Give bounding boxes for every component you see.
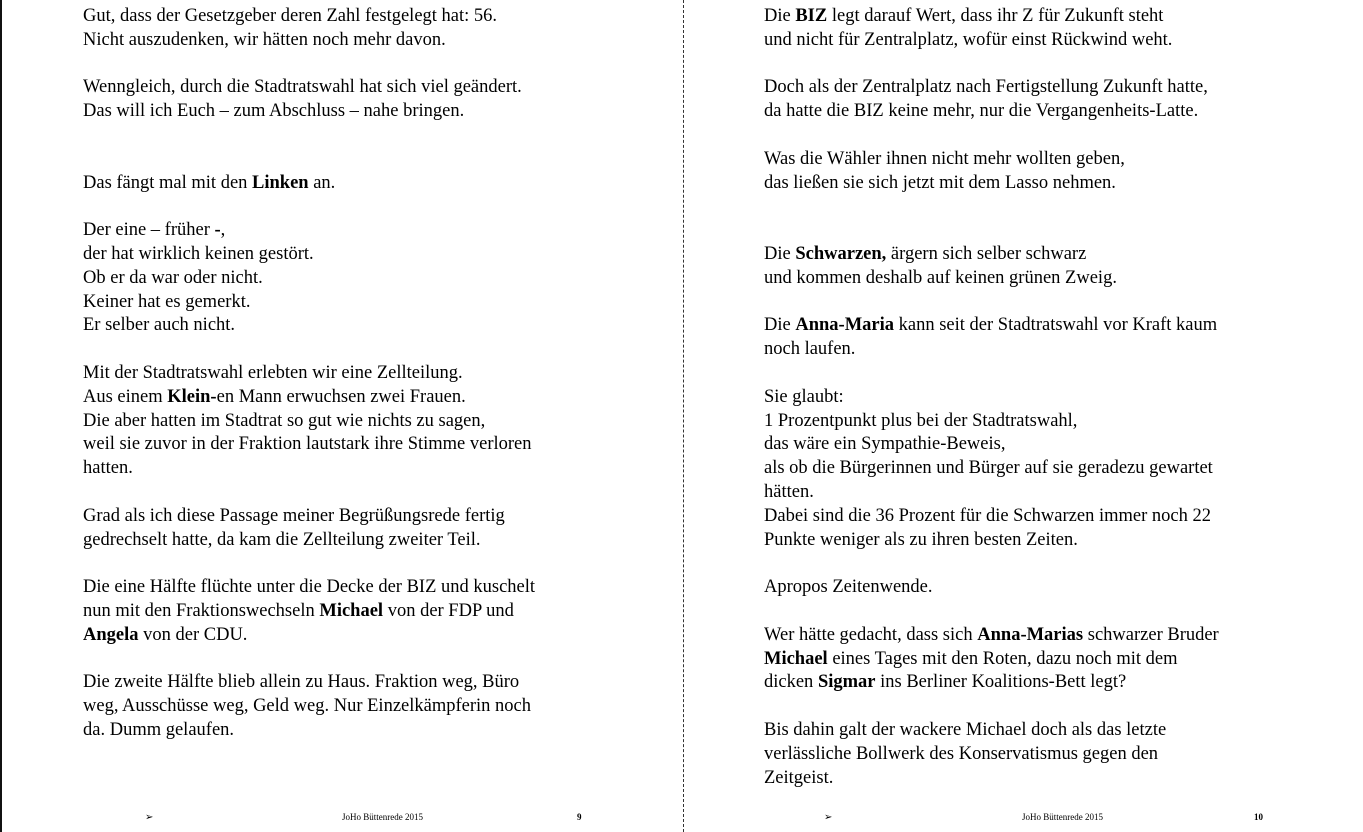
blank-line bbox=[764, 124, 1324, 148]
blank-line bbox=[83, 338, 643, 362]
text-run: eines Tages mit den Roten, dazu noch mit dem bbox=[827, 648, 1178, 669]
text-line bbox=[764, 529, 1324, 553]
blank-line bbox=[764, 291, 1324, 315]
text-run: von der FDP und bbox=[383, 600, 514, 621]
bold-name: Anna-Marias bbox=[977, 624, 1084, 645]
text-run: schwarzer Bruder bbox=[1083, 624, 1219, 645]
bold-name: Klein- bbox=[167, 386, 217, 407]
text-line bbox=[83, 29, 643, 53]
text-run: Die aber hatten im Stadtrat so gut wie nichts zu sagen, bbox=[83, 410, 486, 431]
text-run: Die bbox=[764, 315, 796, 336]
text-run: Er selber auch nicht. bbox=[83, 315, 236, 336]
text-run: das wäre ein Sympathie-Beweis, bbox=[764, 434, 1006, 455]
text-run: Gut, dass der Gesetzgeber deren Zahl festgelegt hat: 56. bbox=[83, 6, 498, 26]
text-run: da hatte die BIZ keine mehr, nur die Vergangenheits-Latte. bbox=[764, 101, 1199, 122]
text-run: 1 Prozentpunkt plus bei der Stadtratswahl, bbox=[764, 410, 1078, 431]
bold-name: Angela bbox=[83, 624, 139, 645]
text-line bbox=[764, 648, 1324, 672]
bold-name: Schwarzen, bbox=[795, 243, 887, 264]
text-run: gedrechselt hatte, da kam die Zellteilung zweiter Teil. bbox=[83, 529, 481, 550]
text-line bbox=[83, 576, 643, 600]
text-run: der hat wirklich keinen gestört. bbox=[83, 243, 314, 264]
text-line bbox=[83, 291, 643, 315]
text-run: hatten. bbox=[83, 458, 133, 479]
text-run: von der CDU. bbox=[138, 624, 248, 645]
blank-line bbox=[83, 552, 643, 576]
text-run: Grad als ich diese Passage meiner Begrüßungsrede fertig bbox=[83, 505, 505, 526]
text-line bbox=[83, 624, 643, 648]
blank-line bbox=[83, 481, 643, 505]
blank-line bbox=[764, 53, 1324, 77]
text-run: weil sie zuvor in der Fraktion lautstark ihre Stimme verloren bbox=[83, 434, 532, 455]
right-footer-title: JoHo Büttenrede 2015 bbox=[1022, 812, 1103, 822]
text-run: als ob die Bürgerinnen und Bürger auf sie geradezu gewartet bbox=[764, 458, 1213, 479]
text-line bbox=[764, 457, 1324, 481]
text-line bbox=[764, 719, 1324, 743]
text-line bbox=[764, 410, 1324, 434]
text-line bbox=[83, 505, 643, 529]
text-run: Mit der Stadtratswahl erlebten wir eine Zellteilung. bbox=[83, 362, 463, 383]
text-run: legt darauf Wert, dass ihr Z für Zukunft steht bbox=[827, 6, 1164, 26]
text-line bbox=[764, 481, 1324, 505]
text-run: weg, Ausschüsse weg, Geld weg. Nur Einzelkämpferin noch bbox=[83, 696, 531, 717]
text-line bbox=[83, 410, 643, 434]
text-line bbox=[764, 743, 1324, 767]
text-run: Der eine – früher bbox=[83, 220, 215, 241]
text-run: Ob er da war oder nicht. bbox=[83, 267, 263, 288]
text-line bbox=[83, 719, 643, 743]
bold-name: - bbox=[214, 220, 221, 241]
text-run: ärgern sich selber schwarz bbox=[886, 243, 1087, 264]
text-line bbox=[764, 671, 1324, 695]
text-line bbox=[83, 100, 643, 124]
blank-line bbox=[764, 195, 1324, 219]
text-run: dicken bbox=[764, 672, 818, 693]
text-run: , bbox=[220, 220, 226, 241]
text-line bbox=[764, 172, 1324, 196]
text-run: an. bbox=[308, 172, 336, 193]
text-line bbox=[83, 219, 643, 243]
text-line bbox=[83, 457, 643, 481]
text-line bbox=[764, 576, 1324, 600]
text-run: und kommen deshalb auf keinen grünen Zweig. bbox=[764, 267, 1117, 288]
text-run: kann seit der Stadtratswahl vor Kraft kaum bbox=[894, 315, 1218, 336]
text-run: das ließen sie sich jetzt mit dem Lasso nehmen. bbox=[764, 172, 1116, 193]
text-run: Die eine Hälfte flüchte unter die Decke der BIZ und kuschelt bbox=[83, 577, 536, 598]
blank-line bbox=[83, 148, 643, 172]
text-run: Sie glaubt: bbox=[764, 386, 844, 407]
text-run: da. Dumm gelaufen. bbox=[83, 719, 235, 740]
text-line bbox=[764, 243, 1324, 267]
text-run: ins Berliner Koalitions-Bett legt? bbox=[875, 672, 1127, 693]
text-run: Nicht auszudenken, wir hätten noch mehr davon. bbox=[83, 29, 446, 50]
blank-line bbox=[764, 552, 1324, 576]
blank-line bbox=[83, 648, 643, 672]
text-run: Dabei sind die 36 Prozent für die Schwarzen immer noch 22 bbox=[764, 505, 1211, 526]
text-line bbox=[83, 243, 643, 267]
text-line bbox=[764, 386, 1324, 410]
bold-name: Anna-Maria bbox=[795, 315, 895, 336]
text-run: Wer hätte gedacht, dass sich bbox=[764, 624, 978, 645]
text-run: Apropos Zeitenwende. bbox=[764, 577, 933, 598]
text-line bbox=[83, 172, 643, 196]
text-line bbox=[764, 433, 1324, 457]
page-divider bbox=[683, 0, 684, 832]
text-run: en Mann erwuchsen zwei Frauen. bbox=[216, 386, 466, 407]
text-run: Das will ich Euch – zum Abschluss – nahe bringen. bbox=[83, 101, 465, 122]
text-line bbox=[764, 624, 1324, 648]
text-run: verlässliche Bollwerk des Konservatismus gegen den bbox=[764, 743, 1159, 764]
text-run: und nicht für Zentralplatz, wofür einst Rückwind weht. bbox=[764, 29, 1173, 50]
bold-name: BIZ bbox=[795, 6, 828, 26]
text-line bbox=[764, 5, 1324, 29]
text-run: noch laufen. bbox=[764, 339, 856, 360]
right-page-text bbox=[764, 5, 1324, 790]
left-footer-bullet-icon: ➢ bbox=[145, 812, 154, 823]
page-left-edge bbox=[0, 0, 2, 832]
text-line bbox=[764, 767, 1324, 791]
text-line bbox=[764, 29, 1324, 53]
text-line bbox=[83, 362, 643, 386]
text-line bbox=[83, 433, 643, 457]
text-line bbox=[83, 600, 643, 624]
text-line bbox=[764, 76, 1324, 100]
blank-line bbox=[764, 600, 1324, 624]
text-run: Das fängt mal mit den bbox=[83, 172, 253, 193]
text-line bbox=[83, 386, 643, 410]
text-run: hätten. bbox=[764, 481, 814, 502]
text-line bbox=[83, 76, 643, 100]
text-run: Die zweite Hälfte blieb allein zu Haus. Fraktion weg, Büro bbox=[83, 672, 520, 693]
text-run: Keiner hat es gemerkt. bbox=[83, 291, 251, 312]
text-line bbox=[764, 338, 1324, 362]
text-line bbox=[83, 529, 643, 553]
text-line bbox=[83, 695, 643, 719]
bold-name: Sigmar bbox=[817, 672, 876, 693]
text-line bbox=[764, 148, 1324, 172]
text-line bbox=[83, 267, 643, 291]
blank-line bbox=[764, 695, 1324, 719]
text-run: Doch als der Zentralplatz nach Fertigstellung Zukunft hatte, bbox=[764, 77, 1208, 98]
blank-line bbox=[764, 362, 1324, 386]
text-run: Aus einem bbox=[83, 386, 168, 407]
text-line bbox=[764, 267, 1324, 291]
blank-line bbox=[83, 124, 643, 148]
text-run: Zeitgeist. bbox=[764, 767, 834, 788]
bold-name: Linken bbox=[252, 172, 309, 193]
bold-name: Michael bbox=[764, 648, 828, 669]
text-run: Die bbox=[764, 243, 796, 264]
text-line bbox=[764, 100, 1324, 124]
text-line bbox=[764, 505, 1324, 529]
text-line bbox=[83, 671, 643, 695]
text-run: Punkte weniger als zu ihren besten Zeiten. bbox=[764, 529, 1078, 550]
text-run: nun mit den Fraktionswechseln bbox=[83, 600, 320, 621]
left-footer-title: JoHo Büttenrede 2015 bbox=[342, 812, 423, 822]
blank-line bbox=[83, 195, 643, 219]
right-page-number: 10 bbox=[1254, 812, 1263, 822]
text-line bbox=[764, 314, 1324, 338]
text-run: Was die Wähler ihnen nicht mehr wollten geben, bbox=[764, 148, 1125, 169]
text-run: Wenngleich, durch die Stadtratswahl hat sich viel geändert. bbox=[83, 77, 522, 98]
bold-name: Michael bbox=[319, 600, 384, 621]
text-run: Die bbox=[764, 6, 796, 26]
right-footer-bullet-icon: ➢ bbox=[824, 812, 833, 823]
text-line bbox=[83, 314, 643, 338]
text-line bbox=[83, 5, 643, 29]
left-page-text bbox=[83, 5, 643, 743]
text-run: Bis dahin galt der wackere Michael doch als das letzte bbox=[764, 719, 1167, 740]
blank-line bbox=[764, 219, 1324, 243]
left-page-number: 9 bbox=[577, 812, 582, 822]
blank-line bbox=[83, 53, 643, 77]
